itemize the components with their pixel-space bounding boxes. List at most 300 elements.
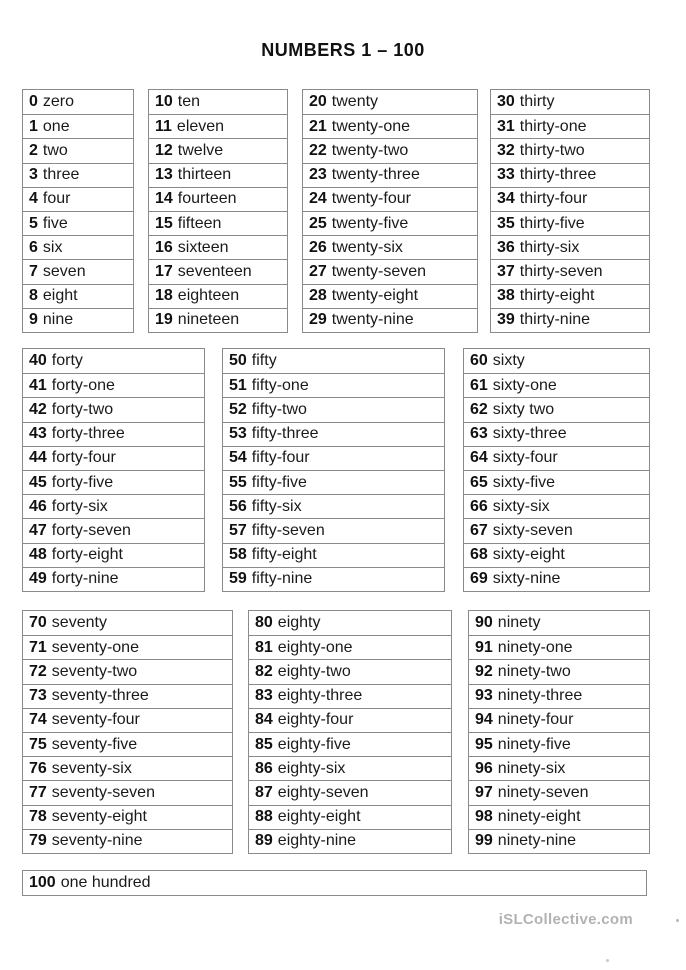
number-value: 27 bbox=[309, 262, 327, 280]
number-value: 20 bbox=[309, 93, 327, 111]
number-row bbox=[469, 635, 649, 659]
number-word: thirty-six bbox=[519, 238, 580, 256]
number-row bbox=[303, 211, 477, 235]
number-row bbox=[149, 138, 287, 162]
table-80-89 bbox=[248, 610, 452, 854]
number-row bbox=[464, 543, 649, 567]
number-word: sixty-eight bbox=[492, 546, 565, 564]
number-value: 87 bbox=[255, 783, 273, 801]
number-row bbox=[23, 397, 204, 421]
number-row bbox=[149, 163, 287, 187]
number-row bbox=[223, 446, 444, 470]
number-value: 57 bbox=[229, 521, 247, 539]
number-word: forty-six bbox=[51, 497, 108, 515]
number-value: 76 bbox=[29, 759, 47, 777]
number-value: 65 bbox=[470, 473, 488, 491]
number-row bbox=[303, 90, 477, 114]
number-value: 96 bbox=[475, 759, 493, 777]
number-word: eighty-seven bbox=[277, 783, 369, 801]
number-row bbox=[303, 235, 477, 259]
number-word: sixty-nine bbox=[492, 570, 561, 588]
number-word: ninety-one bbox=[497, 638, 573, 656]
number-value: 86 bbox=[255, 759, 273, 777]
number-row bbox=[491, 284, 649, 308]
number-value: 72 bbox=[29, 662, 47, 680]
number-value: 51 bbox=[229, 376, 247, 394]
number-row bbox=[23, 780, 232, 804]
number-row bbox=[491, 308, 649, 332]
number-row bbox=[249, 611, 451, 635]
number-value: 48 bbox=[29, 546, 47, 564]
number-row bbox=[23, 187, 133, 211]
number-value: 43 bbox=[29, 425, 47, 443]
number-row bbox=[469, 684, 649, 708]
number-word: ninety-five bbox=[497, 735, 571, 753]
number-word: eighty-four bbox=[277, 711, 354, 729]
number-row bbox=[469, 611, 649, 635]
number-row bbox=[149, 235, 287, 259]
number-row bbox=[23, 494, 204, 518]
number-value: 53 bbox=[229, 425, 247, 443]
number-value: 99 bbox=[475, 832, 493, 850]
number-value: 81 bbox=[255, 638, 273, 656]
table-20-29 bbox=[302, 89, 478, 333]
number-value: 15 bbox=[155, 214, 173, 232]
number-row bbox=[303, 308, 477, 332]
number-row bbox=[149, 211, 287, 235]
number-value: 38 bbox=[497, 287, 515, 305]
number-value: 62 bbox=[470, 400, 488, 418]
number-value: 70 bbox=[29, 614, 47, 632]
number-word: one hundred bbox=[60, 874, 151, 892]
number-word: one bbox=[42, 117, 70, 135]
number-word: eighty-two bbox=[277, 662, 351, 680]
number-word: seven bbox=[42, 262, 86, 280]
number-value: 75 bbox=[29, 735, 47, 753]
number-word: fifty bbox=[251, 352, 277, 370]
number-value: 74 bbox=[29, 711, 47, 729]
table-100 bbox=[22, 870, 647, 896]
number-value: 18 bbox=[155, 287, 173, 305]
number-word: twenty-two bbox=[331, 141, 409, 159]
watermark: iSLCollective.com bbox=[498, 911, 633, 928]
number-word: eighty bbox=[277, 614, 321, 632]
number-word: ninety bbox=[497, 614, 541, 632]
number-row bbox=[303, 284, 477, 308]
number-row bbox=[491, 211, 649, 235]
number-row bbox=[469, 780, 649, 804]
number-word: three bbox=[42, 166, 80, 184]
number-value: 10 bbox=[155, 93, 173, 111]
number-row bbox=[223, 470, 444, 494]
number-value: 98 bbox=[475, 808, 493, 826]
number-value: 83 bbox=[255, 687, 273, 705]
number-value: 94 bbox=[475, 711, 493, 729]
number-value: 28 bbox=[309, 287, 327, 305]
number-value: 89 bbox=[255, 832, 273, 850]
number-value: 85 bbox=[255, 735, 273, 753]
number-word: fifty-one bbox=[251, 376, 309, 394]
number-value: 6 bbox=[29, 238, 38, 256]
number-row bbox=[303, 259, 477, 283]
number-word: fourteen bbox=[177, 190, 237, 208]
number-word: five bbox=[42, 214, 68, 232]
number-word: sixty-six bbox=[492, 497, 550, 515]
number-row bbox=[249, 732, 451, 756]
number-value: 40 bbox=[29, 352, 47, 370]
number-word: seventy-three bbox=[51, 687, 149, 705]
number-value: 21 bbox=[309, 117, 327, 135]
number-value: 37 bbox=[497, 262, 515, 280]
table-70-79 bbox=[22, 610, 233, 854]
number-word: sixty-seven bbox=[492, 521, 573, 539]
number-word: eighty-eight bbox=[277, 808, 361, 826]
number-row bbox=[23, 635, 232, 659]
number-value: 79 bbox=[29, 832, 47, 850]
number-word: twenty-nine bbox=[331, 311, 414, 329]
number-row bbox=[464, 470, 649, 494]
number-value: 12 bbox=[155, 141, 173, 159]
number-row bbox=[23, 659, 232, 683]
number-value: 16 bbox=[155, 238, 173, 256]
number-word: sixty two bbox=[492, 400, 555, 418]
number-word: twenty-eight bbox=[331, 287, 419, 305]
number-row bbox=[23, 684, 232, 708]
number-value: 88 bbox=[255, 808, 273, 826]
number-value: 1 bbox=[29, 117, 38, 135]
number-word: forty-seven bbox=[51, 521, 131, 539]
number-row bbox=[23, 611, 232, 635]
number-word: twenty-one bbox=[331, 117, 411, 135]
number-row bbox=[23, 446, 204, 470]
number-row bbox=[303, 187, 477, 211]
number-row bbox=[149, 259, 287, 283]
table-60-69 bbox=[463, 348, 650, 592]
number-word: forty-nine bbox=[51, 570, 119, 588]
number-value: 95 bbox=[475, 735, 493, 753]
number-value: 50 bbox=[229, 352, 247, 370]
number-row bbox=[249, 684, 451, 708]
number-word: eighty-one bbox=[277, 638, 353, 656]
number-row bbox=[223, 543, 444, 567]
number-word: ninety-seven bbox=[497, 783, 589, 801]
number-word: seventy-six bbox=[51, 759, 132, 777]
number-value: 100 bbox=[29, 874, 56, 892]
number-row bbox=[23, 732, 232, 756]
number-row bbox=[149, 90, 287, 114]
number-value: 61 bbox=[470, 376, 488, 394]
number-value: 36 bbox=[497, 238, 515, 256]
number-value: 35 bbox=[497, 214, 515, 232]
number-word: twenty-seven bbox=[331, 262, 427, 280]
number-row bbox=[249, 708, 451, 732]
number-word: seventy-seven bbox=[51, 783, 155, 801]
number-row bbox=[464, 494, 649, 518]
number-word: ten bbox=[177, 93, 201, 111]
number-value: 55 bbox=[229, 473, 247, 491]
number-row bbox=[149, 114, 287, 138]
table-50-59 bbox=[222, 348, 445, 592]
number-row bbox=[23, 211, 133, 235]
number-row bbox=[23, 805, 232, 829]
number-row bbox=[249, 780, 451, 804]
number-value: 33 bbox=[497, 166, 515, 184]
number-value: 93 bbox=[475, 687, 493, 705]
number-word: seventy-nine bbox=[51, 832, 143, 850]
number-value: 84 bbox=[255, 711, 273, 729]
number-row bbox=[23, 829, 232, 853]
number-row bbox=[23, 567, 204, 591]
number-row bbox=[491, 163, 649, 187]
number-value: 45 bbox=[29, 473, 47, 491]
number-value: 69 bbox=[470, 570, 488, 588]
number-value: 2 bbox=[29, 141, 38, 159]
number-value: 5 bbox=[29, 214, 38, 232]
number-value: 8 bbox=[29, 287, 38, 305]
number-row bbox=[223, 349, 444, 373]
number-value: 67 bbox=[470, 521, 488, 539]
number-word: seventy-eight bbox=[51, 808, 147, 826]
number-value: 29 bbox=[309, 311, 327, 329]
number-value: 91 bbox=[475, 638, 493, 656]
number-value: 41 bbox=[29, 376, 47, 394]
number-word: ninety-six bbox=[497, 759, 566, 777]
number-value: 47 bbox=[29, 521, 47, 539]
number-word: ninety-four bbox=[497, 711, 574, 729]
number-row bbox=[23, 308, 133, 332]
number-word: eighty-nine bbox=[277, 832, 357, 850]
number-word: forty-two bbox=[51, 400, 114, 418]
number-word: twenty-four bbox=[331, 190, 411, 208]
number-value: 19 bbox=[155, 311, 173, 329]
number-value: 60 bbox=[470, 352, 488, 370]
number-row bbox=[223, 422, 444, 446]
number-word: thirty-eight bbox=[519, 287, 595, 305]
number-row bbox=[23, 114, 133, 138]
number-row bbox=[491, 259, 649, 283]
number-value: 71 bbox=[29, 638, 47, 656]
number-word: eighty-three bbox=[277, 687, 363, 705]
number-value: 42 bbox=[29, 400, 47, 418]
number-word: fifty-two bbox=[251, 400, 307, 418]
number-word: sixty-one bbox=[492, 376, 557, 394]
number-word: forty-eight bbox=[51, 546, 123, 564]
number-value: 39 bbox=[497, 311, 515, 329]
number-word: sixty-five bbox=[492, 473, 556, 491]
number-value: 49 bbox=[29, 570, 47, 588]
number-word: seventy-one bbox=[51, 638, 139, 656]
number-word: thirty-one bbox=[519, 117, 587, 135]
number-row bbox=[249, 805, 451, 829]
number-row bbox=[469, 708, 649, 732]
number-value: 14 bbox=[155, 190, 173, 208]
dot-icon bbox=[606, 959, 609, 962]
number-value: 4 bbox=[29, 190, 38, 208]
number-value: 13 bbox=[155, 166, 173, 184]
number-word: sixty bbox=[492, 352, 525, 370]
number-row bbox=[149, 284, 287, 308]
number-word: eleven bbox=[176, 117, 225, 135]
number-row bbox=[23, 708, 232, 732]
number-row bbox=[469, 659, 649, 683]
number-word: twenty bbox=[331, 93, 379, 111]
number-word: eighty-five bbox=[277, 735, 351, 753]
number-word: fifty-three bbox=[251, 425, 319, 443]
number-value: 92 bbox=[475, 662, 493, 680]
page-title: NUMBERS 1 – 100 bbox=[261, 40, 425, 60]
number-value: 30 bbox=[497, 93, 515, 111]
number-row bbox=[464, 349, 649, 373]
number-word: eight bbox=[42, 287, 78, 305]
number-row bbox=[303, 138, 477, 162]
number-row bbox=[491, 114, 649, 138]
number-value: 54 bbox=[229, 449, 247, 467]
number-word: eighteen bbox=[177, 287, 240, 305]
number-row bbox=[464, 446, 649, 470]
table-90-99 bbox=[468, 610, 650, 854]
number-row bbox=[223, 567, 444, 591]
number-value: 32 bbox=[497, 141, 515, 159]
number-value: 3 bbox=[29, 166, 38, 184]
table-0-9 bbox=[22, 89, 134, 333]
number-value: 7 bbox=[29, 262, 38, 280]
number-row bbox=[223, 373, 444, 397]
number-word: seventy-five bbox=[51, 735, 138, 753]
number-word: eighty-six bbox=[277, 759, 346, 777]
number-row bbox=[491, 187, 649, 211]
dot-icon bbox=[676, 919, 679, 922]
number-row bbox=[23, 235, 133, 259]
number-row bbox=[223, 397, 444, 421]
number-word: twenty-five bbox=[331, 214, 409, 232]
number-word: fifty-four bbox=[251, 449, 310, 467]
number-row bbox=[303, 163, 477, 187]
number-value: 23 bbox=[309, 166, 327, 184]
number-value: 77 bbox=[29, 783, 47, 801]
number-word: thirty-nine bbox=[519, 311, 591, 329]
number-row bbox=[23, 470, 204, 494]
number-word: twenty-six bbox=[331, 238, 403, 256]
number-word: fifty-six bbox=[251, 497, 302, 515]
number-word: sixty-three bbox=[492, 425, 567, 443]
number-word: thirty-seven bbox=[519, 262, 603, 280]
number-word: thirty-three bbox=[519, 166, 597, 184]
number-value: 26 bbox=[309, 238, 327, 256]
number-word: thirty bbox=[519, 93, 555, 111]
number-row bbox=[469, 805, 649, 829]
number-word: zero bbox=[42, 93, 75, 111]
number-row bbox=[464, 567, 649, 591]
number-word: nine bbox=[42, 311, 74, 329]
number-row bbox=[23, 90, 133, 114]
number-row bbox=[23, 871, 646, 895]
number-word: forty-one bbox=[51, 376, 115, 394]
number-value: 56 bbox=[229, 497, 247, 515]
number-word: fifty-nine bbox=[251, 570, 313, 588]
number-value: 22 bbox=[309, 141, 327, 159]
number-row bbox=[23, 138, 133, 162]
number-value: 25 bbox=[309, 214, 327, 232]
number-word: twenty-three bbox=[331, 166, 420, 184]
number-row bbox=[469, 756, 649, 780]
number-row bbox=[23, 543, 204, 567]
number-value: 11 bbox=[155, 117, 172, 135]
number-word: fifty-seven bbox=[251, 521, 325, 539]
number-value: 64 bbox=[470, 449, 488, 467]
number-row bbox=[249, 635, 451, 659]
number-word: thirteen bbox=[177, 166, 232, 184]
number-word: seventy bbox=[51, 614, 107, 632]
number-row bbox=[23, 373, 204, 397]
number-value: 9 bbox=[29, 311, 38, 329]
number-word: fifteen bbox=[177, 214, 222, 232]
number-row bbox=[491, 90, 649, 114]
number-word: fifty-eight bbox=[251, 546, 317, 564]
number-word: forty-four bbox=[51, 449, 116, 467]
number-row bbox=[23, 349, 204, 373]
number-row bbox=[223, 494, 444, 518]
number-row bbox=[249, 829, 451, 853]
number-word: four bbox=[42, 190, 71, 208]
number-row bbox=[149, 187, 287, 211]
table-30-39 bbox=[490, 89, 650, 333]
table-10-19 bbox=[148, 89, 288, 333]
number-value: 24 bbox=[309, 190, 327, 208]
number-word: ninety-three bbox=[497, 687, 583, 705]
number-value: 90 bbox=[475, 614, 493, 632]
number-word: thirty-four bbox=[519, 190, 588, 208]
number-value: 66 bbox=[470, 497, 488, 515]
number-value: 68 bbox=[470, 546, 488, 564]
number-row bbox=[303, 114, 477, 138]
number-word: forty bbox=[51, 352, 83, 370]
number-row bbox=[23, 284, 133, 308]
number-row bbox=[23, 756, 232, 780]
number-row bbox=[249, 659, 451, 683]
number-value: 31 bbox=[497, 117, 515, 135]
number-word: fifty-five bbox=[251, 473, 307, 491]
number-word: twelve bbox=[177, 141, 224, 159]
number-value: 97 bbox=[475, 783, 493, 801]
number-value: 17 bbox=[155, 262, 173, 280]
number-word: ninety-two bbox=[497, 662, 571, 680]
number-row bbox=[149, 308, 287, 332]
number-value: 58 bbox=[229, 546, 247, 564]
number-word: ninety-eight bbox=[497, 808, 581, 826]
number-word: six bbox=[42, 238, 63, 256]
number-row bbox=[249, 756, 451, 780]
number-row bbox=[491, 138, 649, 162]
number-row bbox=[223, 518, 444, 542]
number-word: nineteen bbox=[177, 311, 240, 329]
number-row bbox=[469, 829, 649, 853]
number-value: 52 bbox=[229, 400, 247, 418]
number-row bbox=[23, 518, 204, 542]
number-word: thirty-two bbox=[519, 141, 585, 159]
number-value: 34 bbox=[497, 190, 515, 208]
number-value: 73 bbox=[29, 687, 47, 705]
number-word: ninety-nine bbox=[497, 832, 577, 850]
number-row bbox=[23, 422, 204, 446]
number-row bbox=[23, 259, 133, 283]
number-value: 80 bbox=[255, 614, 273, 632]
number-word: forty-three bbox=[51, 425, 125, 443]
number-word: forty-five bbox=[51, 473, 114, 491]
number-row bbox=[23, 163, 133, 187]
number-value: 0 bbox=[29, 93, 38, 111]
number-value: 46 bbox=[29, 497, 47, 515]
number-row bbox=[464, 518, 649, 542]
